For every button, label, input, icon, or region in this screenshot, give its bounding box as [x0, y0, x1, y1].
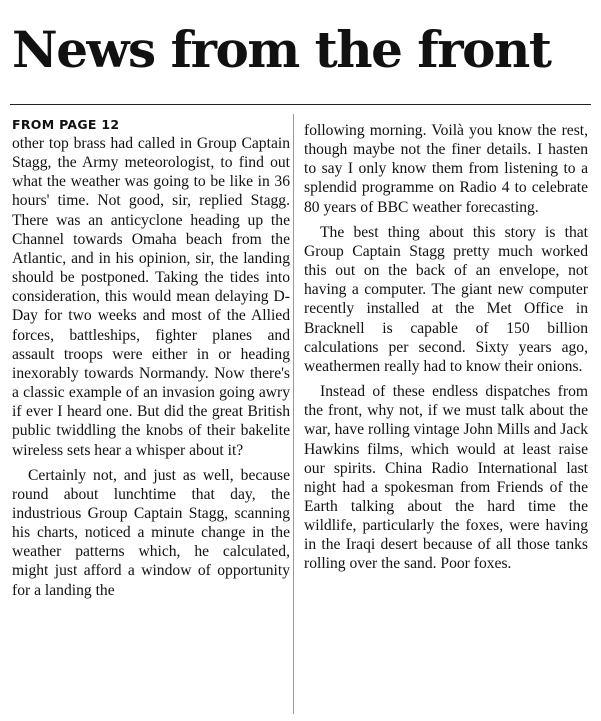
article-column-left	[12, 116, 290, 600]
headline: News from the front	[12, 20, 551, 79]
column-divider	[293, 114, 294, 714]
paragraph-right-1: following morning. Voilà you know the rest, though maybe not the finer details. I hasten to say I only know them from listening to a splendid programme on Radio 4 to celebrate 80 years of BBC weather forecasting.	[304, 122, 588, 216]
paragraph-right-2: The best thing about this story is that Group Captain Stagg pretty much worked this out on the back of an envelope, not having a computer. The giant new computer recently installed at the Met Office in Bracknell is capable of 150 billion calculations per second. Sixty years ago, weathermen really had to know their onions.	[304, 223, 588, 375]
article-column-right	[304, 121, 588, 574]
headline-rule	[10, 104, 591, 105]
continuation-kicker: FROM PAGE 12	[12, 117, 120, 132]
paragraph-right-3: Instead of these endless dispatches from the front, why not, if we must talk about the war, have rolling vintage John Mills and Jack Hawkins films, which would at least raise our spirits. China Radio International last night had a spokesman from Friends of the Earth talking about the hard time the wildlife, particularly the foxes, were having in the Iraqi desert because of all those tanks rolling over the sand. Poor foxes.	[304, 383, 588, 573]
paragraph-left-1: other top brass had called in Group Captain Stagg, the Army meteorologist, to find out what the weather was going to be like in 36 hours' time. Not good, sir, replied Stagg. There was an anticyclone heading up the Channel towards Omaha beach from the Atlantic, and in his opinion, sir, the landing should be postponed. Taking the tides into consideration, this would mean delaying D-Day for two weeks and most of the Allied forces, battleships, fighter planes and assault troops were either in or heading inexorably towards Normandy. Now there's a classic example of an invasion going awry if ever I heard one. But did the great British public twiddling the knobs of their bakelite wireless sets hear a whisper about it?	[12, 135, 290, 459]
paragraph-left-2: Certainly not, and just as well, because round about lunchtime that day, the industrious Group Captain Stagg, scanning his charts, noticed a minute change in the weather patterns which, he calculated, might just afford a window of opportunity for a landing the	[12, 466, 290, 599]
